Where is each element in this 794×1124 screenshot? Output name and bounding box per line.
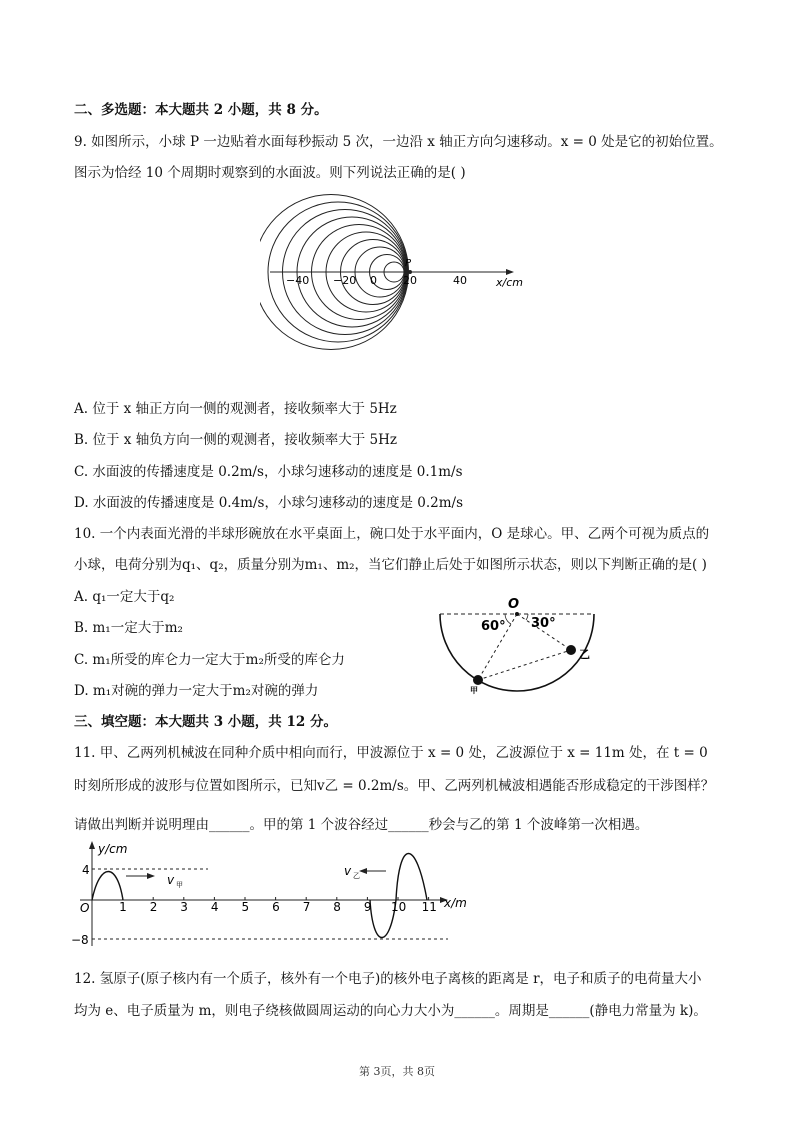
q9-stem-line-1: 9. 如图所示，小球 P 一边贴着水面每秒振动 5 次，一边沿 x 轴正方向匀速移动。x = 0 处是它的初始位置。 (74, 134, 723, 150)
q9-option-d: D. 水面波的传播速度是 0.4m/s，小球匀速移动的速度是 0.2m/s (74, 495, 464, 511)
y-axis-label: y/cm (98, 842, 128, 856)
v-yi-subscript: 乙 (353, 872, 360, 880)
q12-stem-line-2: 均为 e、电子质量为 m，则电子绕核做圆周运动的向心力大小为______。周期是______(静电力常量为 k)。 (74, 1003, 707, 1019)
q9-water-wave-figure (260, 188, 530, 368)
x-tick-label: 11 (421, 900, 437, 914)
angle-30-label: 30° (531, 616, 556, 631)
x-tick-label: 1 (119, 900, 127, 914)
x-tick-label: 3 (180, 900, 188, 914)
v-jia-subscript: 甲 (176, 881, 183, 889)
q11-stem-line-3: 请做出判断并说明理由______。甲的第 1 个波谷经过______秒会与乙的第 1 个波峰第一次相遇。 (74, 817, 649, 833)
q10-option-d: D. m₁对碗的弹力一定大于m₂对碗的弹力 (74, 683, 319, 699)
x-axis-label: x/m (444, 896, 467, 910)
q10-bowl-figure (432, 596, 612, 696)
x-tick-label: 2 (149, 900, 158, 914)
ball-p-label: P (405, 258, 412, 269)
v-jia-label: v (167, 873, 175, 887)
ball-jia-label: 甲 (470, 686, 478, 695)
x-tick-label: 7 (302, 900, 311, 914)
x-tick-label: 8 (333, 900, 341, 914)
y-tick-4: 4 (82, 863, 90, 877)
x-tick-label: 6 (272, 900, 280, 914)
x-tick-label: 10 (391, 900, 407, 914)
multi-choice-section-header: 二、多选题：本大题共 2 小题，共 8 分。 (74, 102, 328, 118)
q10-option-b: B. m₁一定大于m₂ (74, 620, 183, 636)
x-tick-label: 4 (210, 900, 219, 914)
ball-jia (473, 675, 483, 685)
bowl-center-dot (515, 612, 519, 616)
ball-yi-label: 乙 (579, 648, 590, 661)
x-tick-label: −20 (333, 274, 357, 287)
q10-stem-line-2: 小球，电荷分别为q₁、q₂，质量分别为m₁、m₂，当它们静止后处于如图所示状态，则以下判断正确的是( ) (74, 557, 707, 573)
q9-stem-line-2: 图示为恰经 10 个周期时观察到的水面波。则下列说法正确的是( ) (74, 165, 466, 181)
x-tick-label: 20 (403, 274, 417, 287)
bowl-center-label: O (508, 597, 520, 612)
origin-label: O (80, 901, 90, 915)
q9-option-a: A. 位于 x 轴正方向一侧的观测者，接收频率大于 5Hz (74, 401, 397, 417)
x-tick-label: −40 (286, 274, 310, 287)
q10-option-c: C. m₁所受的库仑力一定大于m₂所受的库仑力 (74, 652, 345, 668)
x-tick-label: 5 (241, 900, 250, 914)
fill-blank-section-header: 三、填空题：本大题共 3 小题，共 12 分。 (74, 714, 337, 730)
q11-wave-figure (70, 838, 470, 950)
ball-yi (566, 645, 576, 655)
x-tick-label: 9 (363, 900, 372, 914)
x-axis-label: x/cm (496, 276, 523, 289)
x-tick-label: 0 (370, 274, 377, 287)
q10-option-a: A. q₁一定大于q₂ (74, 589, 175, 605)
q11-stem-line-1: 11. 甲、乙两列机械波在同种介质中相向而行，甲波源位于 x = 0 处，乙波源位于 x = 11m 处，在 t = 0 (74, 745, 708, 761)
angle-60-label: 60° (481, 619, 506, 634)
q9-option-b: B. 位于 x 轴负方向一侧的观测者，接收频率大于 5Hz (74, 432, 397, 448)
v-yi-label: v (344, 864, 352, 878)
q11-stem-line-2: 时刻所形成的波形与位置如图所示，已知v乙 = 0.2m/s。甲、乙两列机械波相遇能否形成稳定的干涉图样？ (74, 778, 715, 794)
q10-stem-line-1: 10. 一个内表面光滑的半球形碗放在水平桌面上，碗口处于水平面内，O 是球心。甲、乙两个可视为质点的 (74, 526, 710, 542)
y-tick-neg8: −8 (71, 933, 89, 947)
x-tick-label: 40 (453, 274, 467, 287)
q12-stem-line-1: 12. 氢原子(原子核内有一个质子，核外有一个电子)的核外电子离核的距离是 r，电子和质子的电荷量大小 (74, 971, 702, 987)
page-footer: 第 3页，共 8页 (359, 1065, 435, 1078)
q9-option-c: C. 水面波的传播速度是 0.2m/s，小球匀速移动的速度是 0.1m/s (74, 464, 463, 480)
